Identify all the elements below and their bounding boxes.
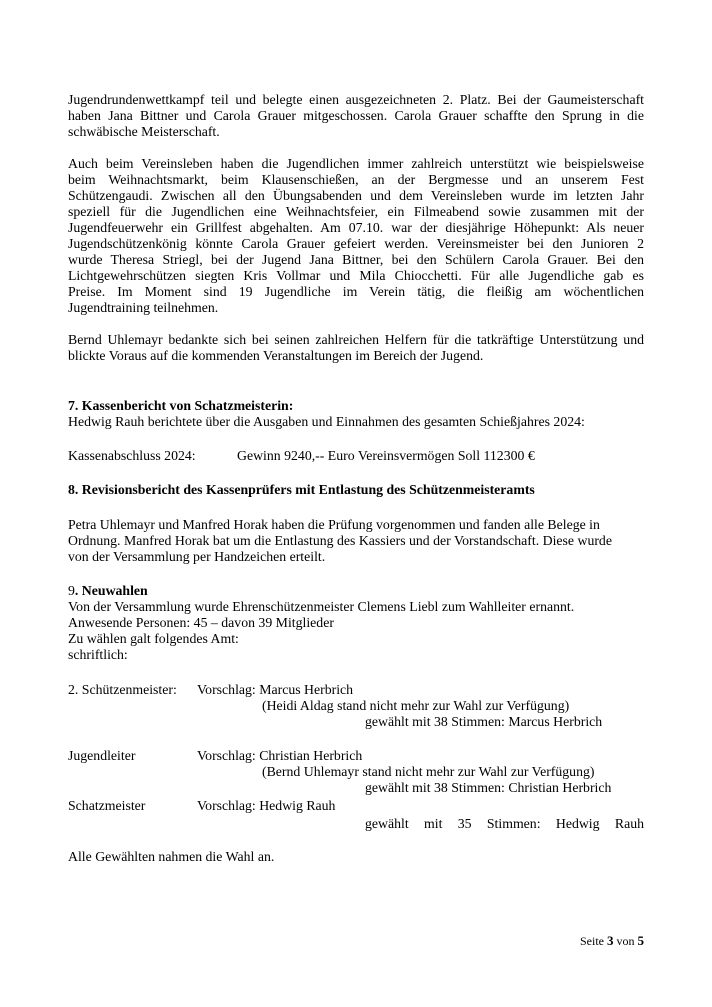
- section-7-heading: 7. Kassenbericht von Schatzmeisterin:: [68, 398, 294, 413]
- section-7-text: Hedwig Rauh berichtete über die Ausgaben und Einnahmen des gesamten Schießjahres 2024:: [68, 414, 585, 429]
- paragraph-line: speziell für die Jugendlichen eine Weihnachtsfeier, ein Filmeabend sowie zusammen mit der: [68, 204, 644, 219]
- section-9-title: . Neuwahlen: [74, 583, 148, 598]
- paragraph-line: wurde Theresa Striegl, bei der Jugend Jana Bittner, bei den Schülern Carola Grauer. Bei den: [68, 252, 644, 267]
- election-office: Schatzmeister: [68, 798, 146, 813]
- paragraph-line: blickte Voraus auf die kommenden Veranstaltungen im Bereich der Jugend.: [68, 348, 484, 363]
- kassenabschluss-value: Gewinn 9240,-- Euro Vereinsvermögen Soll 112300 €: [237, 448, 535, 463]
- election-note: (Bernd Uhlemayr stand nicht mehr zur Wahl zur Verfügung): [262, 764, 595, 779]
- section-8-line: von der Versammlung per Handzeichen erteilt.: [68, 549, 326, 564]
- election-office: Jugendleiter: [68, 748, 136, 763]
- paragraph-line: haben Jana Bittner und Carola Grauer mitgeschossen. Carola Grauer schaffte den Sprung in die: [68, 108, 644, 123]
- paragraph-line: schwäbische Meisterschaft.: [68, 124, 220, 139]
- current-page: 3: [607, 933, 614, 948]
- section-9-line: Zu wählen galt folgendes Amt:: [68, 631, 239, 646]
- election-result: gewählt mit 38 Stimmen: Christian Herbrich: [365, 780, 612, 795]
- paragraph-line: Schützengaudi. Zwischen all den Übungsabenden und dem Vereinsleben wurde im letzten Jahr: [68, 188, 644, 203]
- section-9-heading: [68, 582, 148, 599]
- paragraph-line: Preise. Im Moment sind 19 Jugendliche im Verein tätig, die fleißig am wöchentlichen: [68, 284, 644, 299]
- election-result: gewählt mit 38 Stimmen: Marcus Herbrich: [365, 714, 603, 729]
- section-8-line: Ordnung. Manfred Horak bat um die Entlastung des Kassiers und der Vorstandschaft. Diese wurde: [68, 533, 612, 548]
- paragraph-line: Bernd Uhlemayr bedankte sich bei seinen zahlreichen Helfern für die tatkräftige Unterstützung und: [68, 332, 644, 347]
- election-proposal: Vorschlag: Christian Herbrich: [197, 748, 363, 763]
- section-9-line: schriftlich:: [68, 647, 128, 662]
- kassenabschluss-label: Kassenabschluss 2024:: [68, 448, 196, 463]
- paragraph-line: Lichtgewehrschützen siegten Kris Vollmar und Mila Chiocchetti. Für alle Jugendliche gab es: [68, 268, 644, 283]
- total-pages: 5: [637, 933, 644, 948]
- section-8-line: Petra Uhlemayr und Manfred Horak haben die Prüfung vorgenommen und fanden alle Belege in: [68, 517, 600, 532]
- election-office: 2. Schützenmeister:: [68, 682, 177, 697]
- paragraph-line: Jugendtraining teilnehmen.: [68, 300, 219, 315]
- section-9-number: 9: [68, 583, 75, 598]
- page-number: [580, 933, 644, 949]
- election-proposal: Vorschlag: Marcus Herbrich: [197, 682, 354, 697]
- paragraph-line: Jugendschützenkönig könnte Carola Grauer gefeiert werden. Vereinsmeister bei den Junioren 2: [68, 236, 644, 251]
- section-8-heading: 8. Revisionsbericht des Kassenprüfers mit Entlastung des Schützenmeisteramts: [68, 482, 535, 497]
- page-prefix: Seite: [580, 934, 604, 948]
- paragraph-line: Jugendfeuerwehr ein Grillfest abgehalten. Am 07.10. war der diesjährige Höhepunkt: Als neuer: [68, 220, 644, 235]
- election-proposal: Vorschlag: Hedwig Rauh: [197, 798, 336, 813]
- closing-line: Alle Gewählten nahmen die Wahl an.: [68, 849, 275, 864]
- election-note: (Heidi Aldag stand nicht mehr zur Wahl zur Verfügung): [262, 698, 570, 713]
- page-middle: von: [616, 934, 635, 948]
- section-9-line: Von der Versammlung wurde Ehrenschützenmeister Clemens Liebl zum Wahlleiter ernannt.: [68, 599, 575, 614]
- election-result: gewählt mit 35 Stimmen: Hedwig Rauh: [365, 816, 644, 831]
- paragraph-line: Auch beim Vereinsleben haben die Jugendlichen immer zahlreich unterstützt wie beispielsweise: [68, 156, 644, 171]
- section-9-line: Anwesende Personen: 45 – davon 39 Mitglieder: [68, 615, 334, 630]
- paragraph-line: Jugendrundenwettkampf teil und belegte einen ausgezeichneten 2. Platz. Bei der Gaumeisterschaft: [68, 92, 644, 107]
- paragraph-line: beim Weihnachtsmarkt, beim Klausenschießen, an der Bergmesse und an unserem Fest: [68, 172, 644, 187]
